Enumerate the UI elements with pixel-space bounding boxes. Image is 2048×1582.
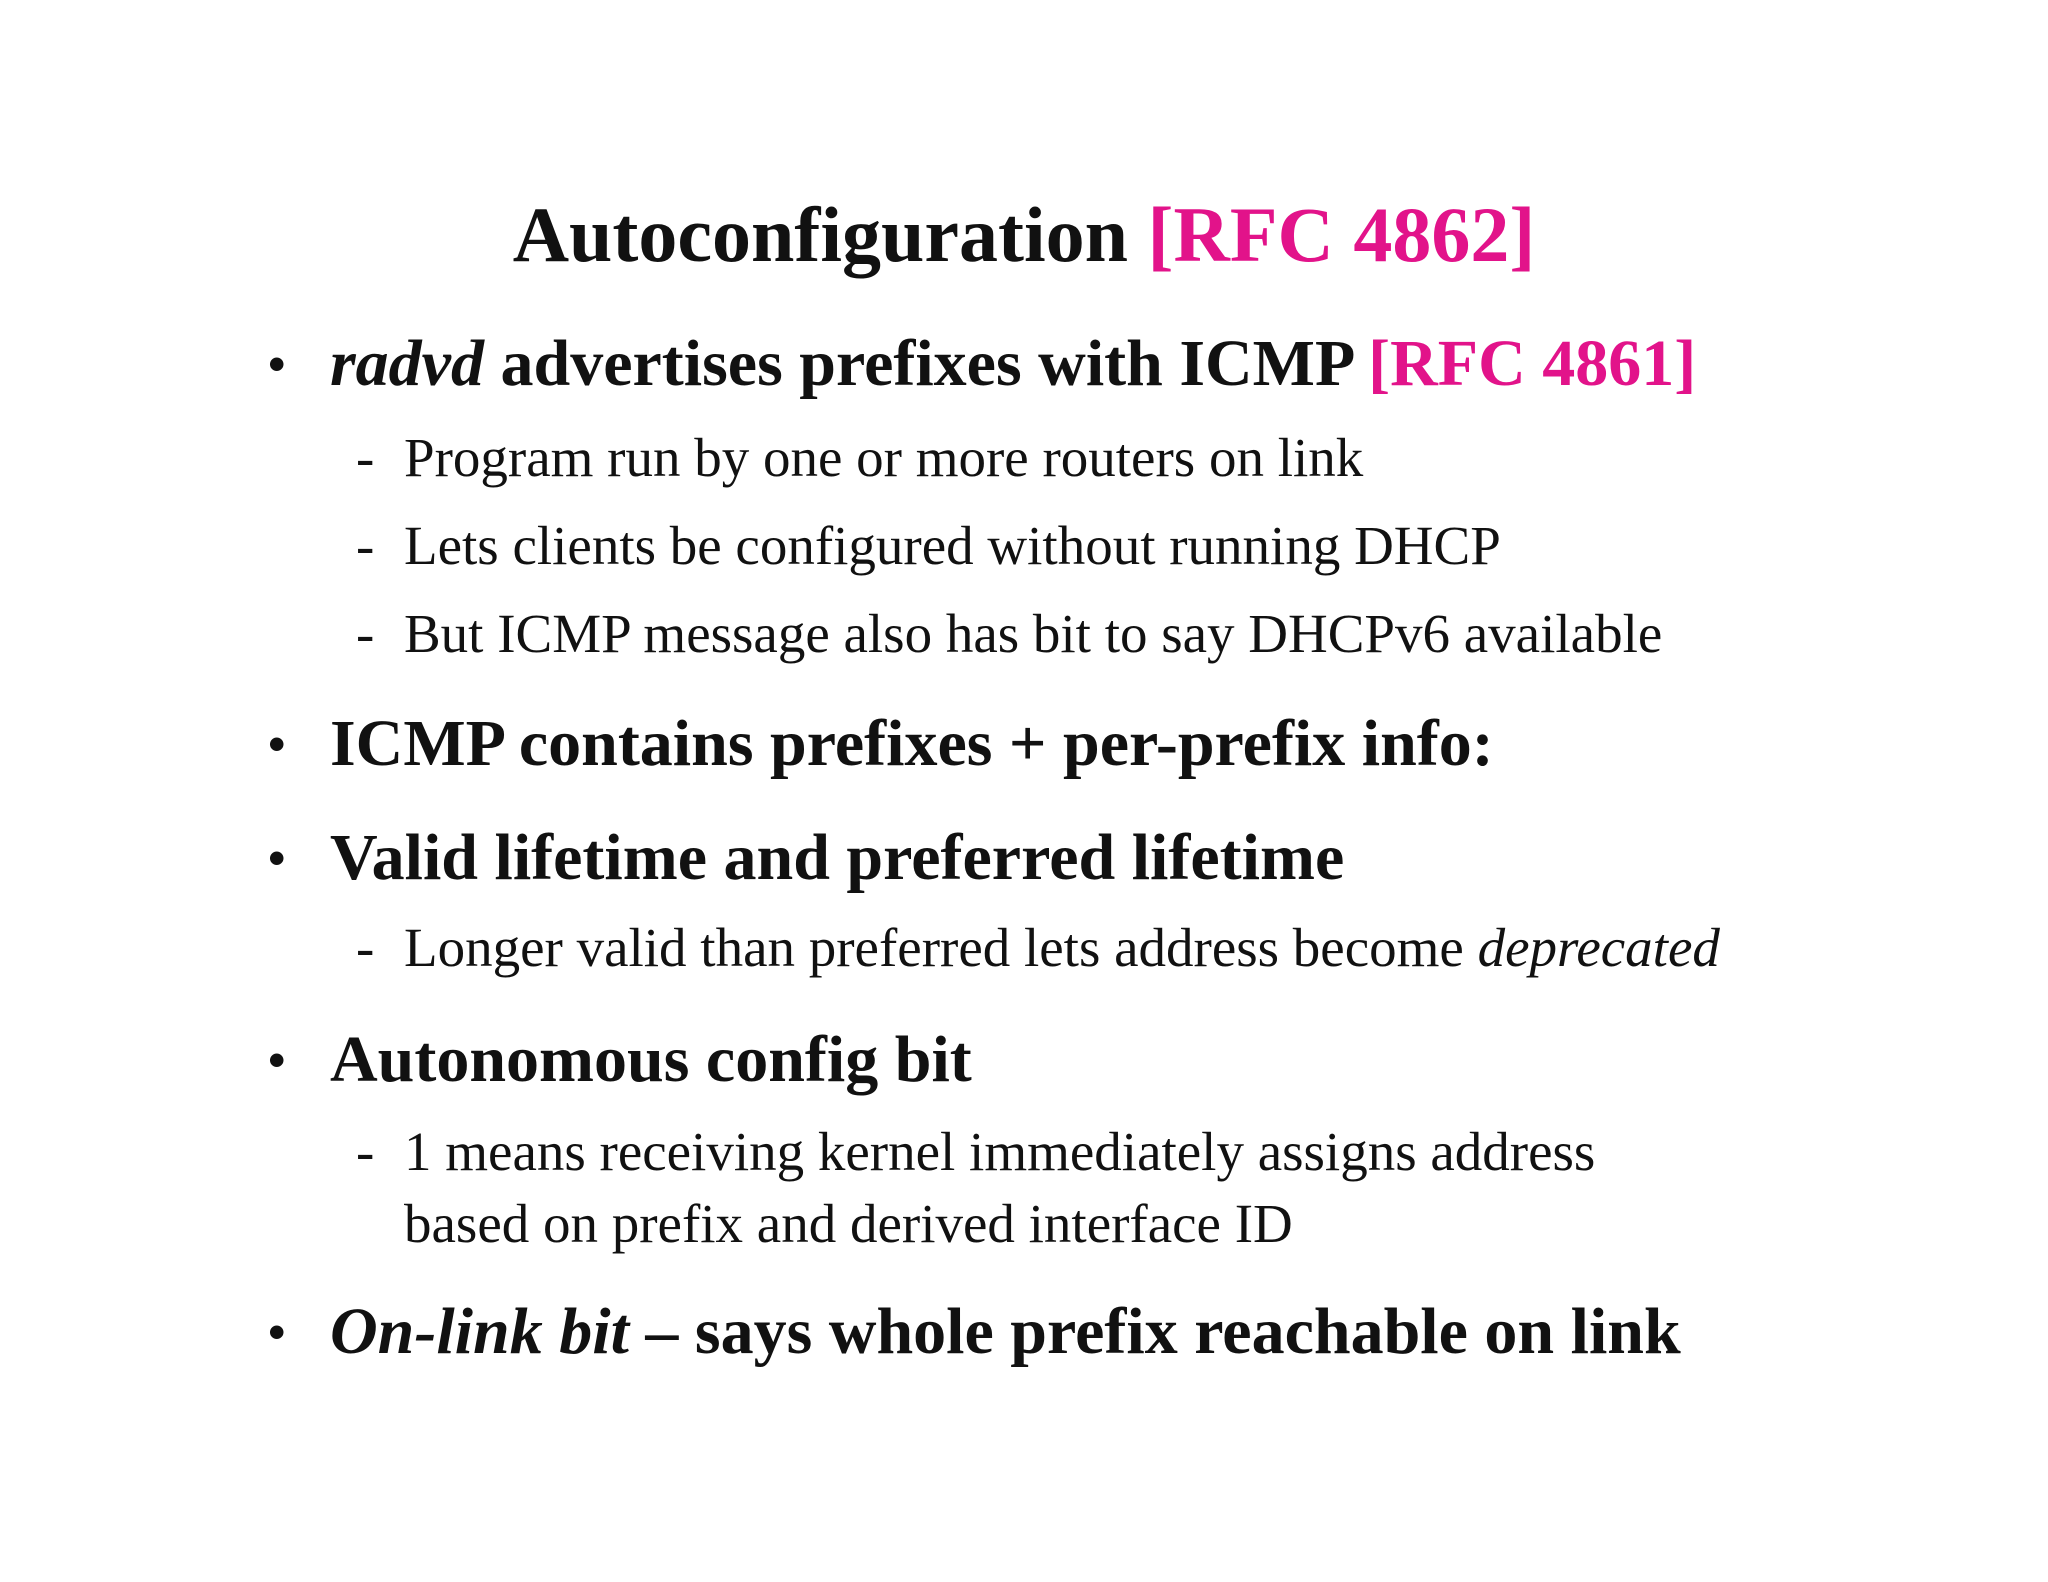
bullet-text: advertises prefixes with ICMP [483,327,1369,400]
sub-item [356,1118,1595,1186]
bullet-lifetimes [268,818,1344,898]
dash-marker: - [356,917,375,978]
sub-item-text: Program run by one or more routers on link [404,427,1364,488]
sub-item [356,600,1662,668]
bullet-autonomous [268,1020,972,1100]
sub-item-text: But ICMP message also has bit to say DHCPv6 available [404,603,1663,664]
sub-item-text: based on prefix and derived interface ID [404,1193,1293,1254]
bullet-marker: • [268,1304,286,1360]
title-rfc-reference: [RFC 4862] [1147,191,1536,278]
bullet-text: – says whole prefix reachable on link [628,1295,1681,1368]
sub-item-italic-term: deprecated [1477,917,1720,978]
bullet-rfc-reference: [RFC 4861] [1368,327,1697,400]
bullet-marker: • [268,336,286,392]
sub-item [356,914,1720,982]
sub-item-text: Longer valid than preferred lets address become [404,917,1478,978]
bullet-marker: • [268,1032,286,1088]
sub-item-text: 1 means receiving kernel immediately assigns address [404,1121,1596,1182]
sub-item [356,424,1363,492]
bullet-text: ICMP contains prefixes + per-prefix info: [330,707,1494,780]
slide-title [0,190,2048,280]
bullet-text: Valid lifetime and preferred lifetime [330,821,1345,894]
bullet-marker: • [268,830,286,886]
sub-item-continuation [404,1190,1293,1258]
bullet-radvd [268,324,1696,404]
bullet-on-link [268,1292,1681,1372]
dash-marker: - [356,427,375,488]
dash-marker: - [356,515,375,576]
sub-item-text: Lets clients be configured without running DHCP [404,515,1501,576]
title-text: Autoconfiguration [512,191,1129,278]
bullet-marker: • [268,716,286,772]
bullet-icmp-contains [268,704,1494,784]
sub-item [356,512,1501,580]
bullet-italic-term: radvd [330,327,484,400]
dash-marker: - [356,603,375,664]
dash-marker: - [356,1121,375,1182]
bullet-italic-term: On-link bit [330,1295,629,1368]
bullet-text: Autonomous config bit [330,1023,972,1096]
